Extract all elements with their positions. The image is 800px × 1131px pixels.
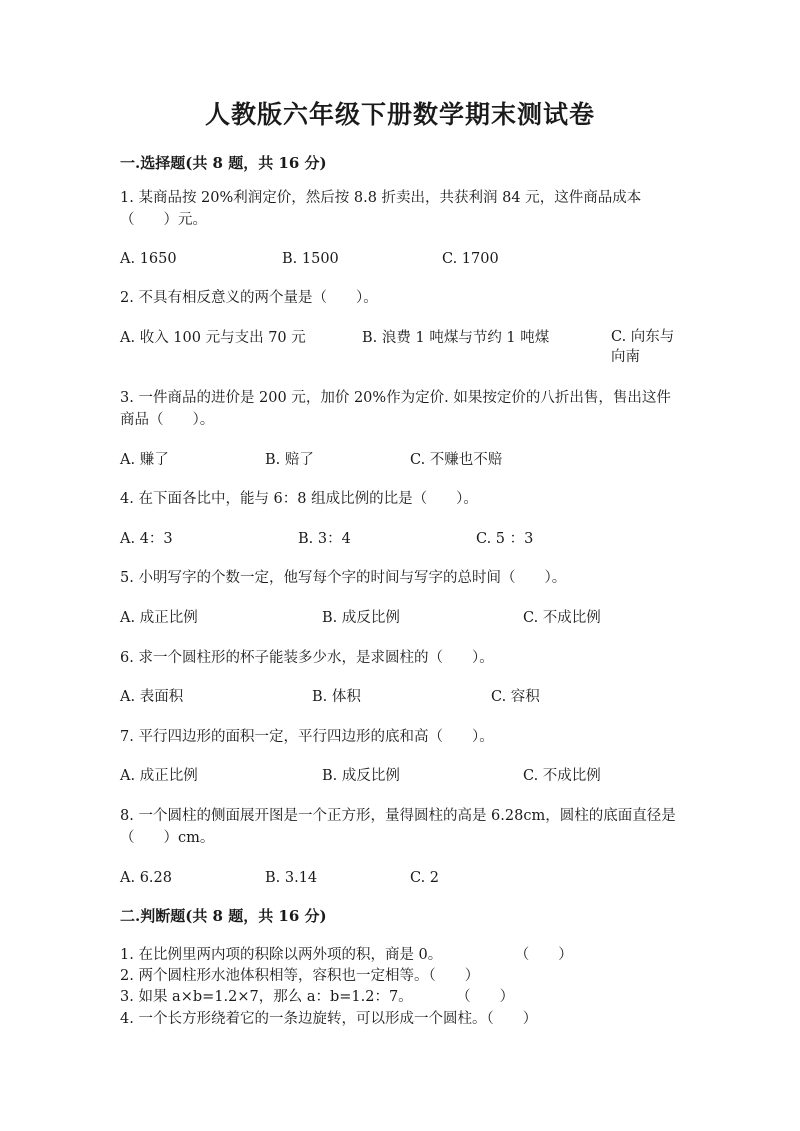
options-2: [120, 327, 680, 371]
option-a: A. 4：3: [120, 531, 173, 547]
option-b: B. 3：4: [298, 531, 351, 547]
question-6: 6. 求一个圆柱形的杯子能装多少水，是求圆柱的（ ）。: [120, 650, 494, 666]
option-b: B. 成反比例: [322, 610, 400, 626]
option-c: C. 不成比例: [523, 768, 601, 784]
section-heading-judge: 二.判断题(共 8 题，共 16 分): [120, 907, 327, 925]
options-7: [120, 765, 680, 809]
option-c: C. 1700: [442, 251, 499, 267]
option-b: B. 成反比例: [322, 768, 400, 784]
option-a: A. 成正比例: [120, 610, 198, 626]
question-7: 7. 平行四边形的面积一定，平行四边形的底和高（ ）。: [120, 729, 494, 745]
option-b: B. 3.14: [265, 870, 318, 886]
question-1: 1. 某商品按 20%利润定价，然后按 8.8 折卖出，共获利润 84 元，这件商品成本（ ）元。: [120, 190, 642, 228]
option-a: A. 6.28: [120, 870, 172, 886]
section-heading-choice: 一.选择题(共 8 题，共 16 分): [120, 154, 327, 172]
option-b: B. 赔了: [265, 452, 314, 468]
page-title: 人教版六年级下册数学期末测试卷: [204, 100, 595, 129]
option-a: A. 收入 100 元与支出 70 元: [120, 330, 306, 346]
option-c: C. 不赚也不赔: [410, 452, 503, 468]
option-c: C. 2: [410, 870, 440, 886]
option-c: C. 不成比例: [523, 610, 601, 626]
question-4: 4. 在下面各比中，能与 6：8 组成比例的比是（ ）。: [120, 491, 478, 507]
option-a: A. 表面积: [120, 689, 184, 705]
question-8: 8. 一个圆柱的侧面展开图是一个正方形，量得圆柱的高是 6.28cm，圆柱的底面直径是（ ）cm。: [120, 808, 676, 846]
question-3: 3. 一件商品的进价是 200 元，加价 20%作为定价. 如果按定价的八折出售，售出这件商品（ ）。: [120, 390, 671, 428]
question-2: 2. 不具有相反意义的两个量是（ ）。: [120, 290, 378, 306]
options-1: [120, 248, 680, 292]
options-5: [120, 607, 680, 651]
option-c: C. 容积: [491, 689, 540, 705]
judge-item-2: 2. 两个圆柱形水池体积相等，容积也一定相等。（ ）: [120, 968, 480, 984]
judge-item-4: 4. 一个长方形绕着它的一条边旋转，可以形成一个圆柱。（ ）: [120, 1011, 538, 1027]
judge-item-3: 3. 如果 a×b=1.2×7，那么 a：b=1.2：7。 （ ）: [120, 989, 515, 1005]
judge-item-1: 1. 在比例里两内项的积除以两外项的积，商是 0。 （ ）: [120, 947, 573, 963]
option-b: B. 1500: [282, 251, 339, 267]
option-b: B. 浪费 1 吨煤与节约 1 吨煤: [362, 330, 550, 346]
option-a: A. 成正比例: [120, 768, 198, 784]
options-3: [120, 449, 680, 493]
option-a: A. 1650: [120, 251, 177, 267]
options-4: [120, 528, 680, 572]
option-c: C. 5 ：3: [476, 531, 534, 547]
option-b: B. 体积: [312, 689, 361, 705]
options-6: [120, 686, 680, 730]
question-5: 5. 小明写字的个数一定，他写每个字的时间与写字的总时间（ ）。: [120, 570, 567, 586]
option-a: A. 赚了: [120, 452, 169, 468]
option-c: C. 向东与向南: [611, 329, 675, 365]
